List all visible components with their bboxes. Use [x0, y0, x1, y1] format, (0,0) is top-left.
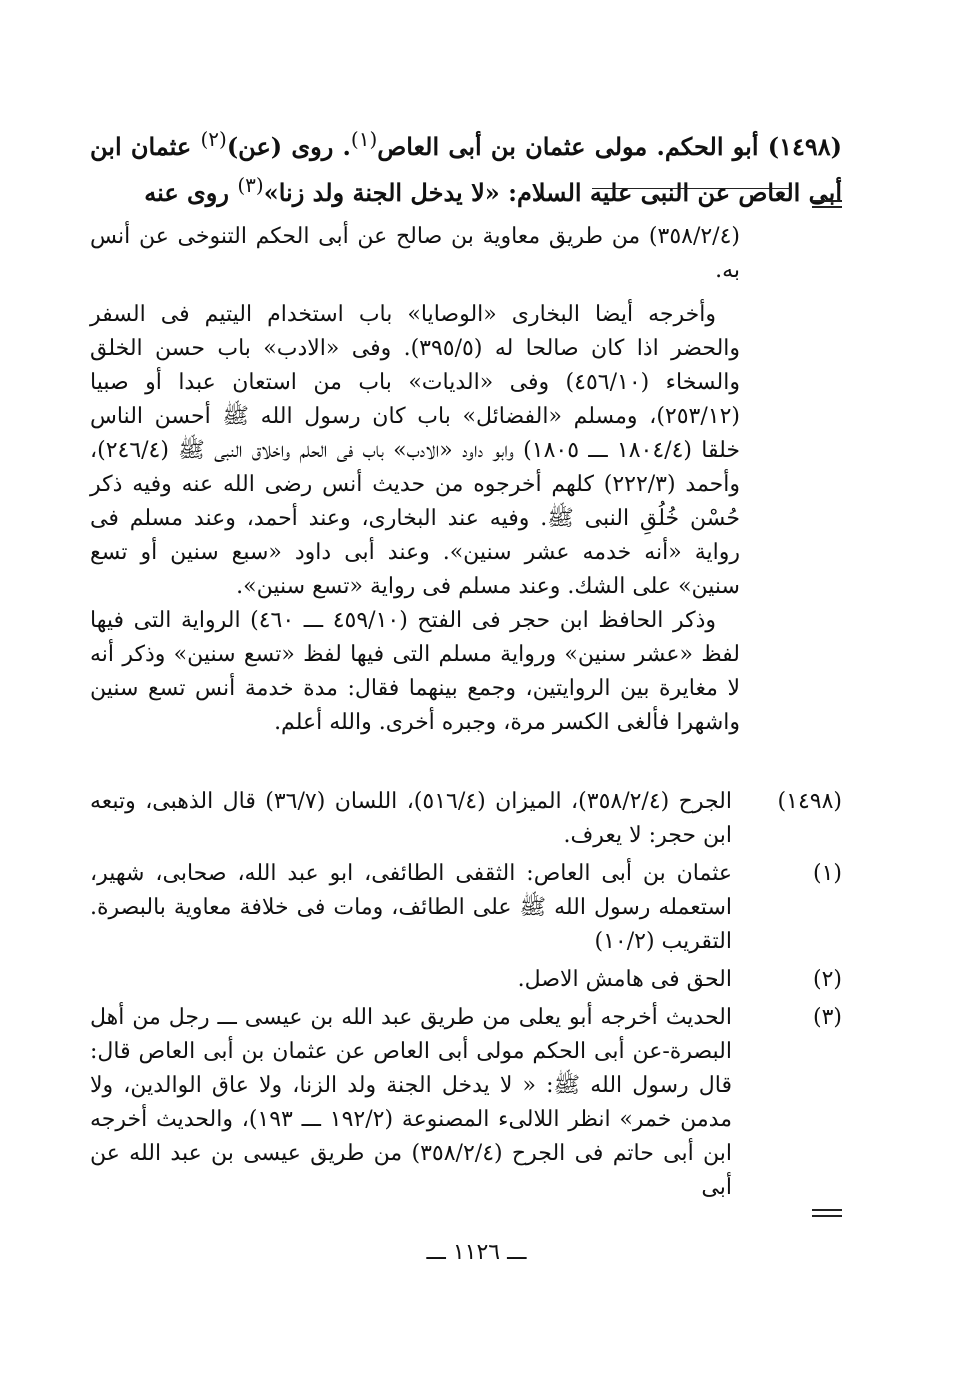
footnote-number: (٣) [812, 1005, 842, 1030]
continued-paragraph-1: وأخرجه أيضا البخارى «الوصايا» باب استخدام اليتيم فى السفر والحضر اذا كان صالحا له (٣٩٥/٥). وفى «الادب» باب حسن الخلق والسخاء (٤٥٦/١٠) وفى «الديات» باب من استعان عبدا أو صبيا (٢٥٣/١٢)، ومسلم «الفضائل» باب كان رسول الله ﷺ أحسن الناس خلقا (١٨٠٤/٤ ـــ ١٨٠٥) وابو داود «الادب» باب فى الحلم واخلاق النبى ﷺ (٢٤٦/٤)، وأحمد (٢٢٢/٣) كلهم أخرجوه من حديث أنس رضى الله عنه وفيه ذكر حُسْن خُلُقِ النبى ﷺ. وفيه عند البخارى، وعند أحمد، وعند مسلم فى رواية «أنه خدمه عشر سنين». وعند أبى داود «سبع سنين أو تسع سنين» على الشك. وعند مسلم فى رواية «تسع سنين». [90, 302, 741, 599]
footnote-number: (٢) [812, 967, 842, 992]
double-line-marker [812, 196, 842, 212]
continued-line: (٣٥٨/٢/٤) من طريق معاوية بن صالح عن أبى الحكم التنوخى عن أنس به. [90, 224, 740, 283]
entry-text-1: . روى (عن) [226, 132, 351, 161]
footnote-text: الحديث أخرجه أبو يعلى من طريق عبد الله بن عيسى ـــ رجل من أهل البصرة-عن أبى الحكم مولى أبى العاص عن عثمان بن أبى العاص قال: قال رسول الله ﷺ: « لا يدخل الجنة ولد الزنا، ولا عاق الوالدين، ولا مدمن خمر» انظر اللالىء المصنوعة (١٩٢/٢ ـــ ١٩٣)، والحديث أخرجه ابن أبى حاتم فى الجرح (٣٥٨/٢/٤) من طريق عيسى بن عبد الله عن أبى [90, 1005, 732, 1200]
footnote-number: (١٤٩٨) [777, 789, 842, 814]
continued-paragraph-2: وذكر الحافظ ابن حجر فى الفتح (٤٥٩/١٠ ـــ ٤٦٠) الرواية التى فيها لفظ «عشر سنين» ورواية مسلم التى فيها لفظ «تسع سنين» وذكر أنه لا مغايرة بين الروايتين، وجمع بينهما فقال: مدة خدمة أنس تسع سنين واشهرا فألغى الكسر مرة، وجبره أخرى. والله أعلم. [90, 608, 740, 735]
footnote-number: (١) [812, 861, 842, 886]
double-line-marker-bottom [90, 1209, 842, 1217]
separator-line [592, 188, 792, 189]
footnote-ref-2: (٢) [200, 127, 227, 151]
footnote-text: الحق فى هامش الاصل. [517, 967, 732, 992]
footnote-1498 [90, 785, 842, 853]
footnote-ref-3: (٣) [237, 173, 264, 197]
entry-paragraph [90, 120, 842, 212]
page-number: ـــ ١١٢٦ ـــ [426, 1240, 527, 1265]
continued-footnote [90, 220, 740, 740]
footnote-ref-1: (١) [350, 127, 378, 151]
footnote-text: الجرح (٣٥٨/٢/٤)، الميزان (٥١٦/٤)، اللسان (٣٦/٧) قال الذهبى، وتبعه ابن حجر: لا يعرف. [90, 789, 733, 848]
footnote-1 [90, 857, 842, 959]
footnote-text: عثمان بن أبى العاص: الثقفى الطائفى، ابو عبد الله، صحابى، شهير، استعمله رسول الله ﷺ على الطائف، ومات فى خلافة معاوية بالبصرة. التقريب (١٠/٢) [90, 861, 732, 954]
footnote-2 [90, 963, 842, 997]
hadith-quote: «لا يدخل الجنة ولد زنا» [263, 178, 500, 207]
main-entry [90, 120, 842, 212]
footnote-3 [90, 1001, 842, 1205]
entry-text-2: عثمان ابن أبى العاص عن النبى عليه السلام: [90, 132, 842, 207]
footnotes [90, 785, 842, 1221]
entry-heading: (١٤٩٨) أبو الحكم. مولى عثمان بن أبى العاص [377, 132, 842, 161]
entry-text-3: روى عنه [144, 178, 238, 207]
